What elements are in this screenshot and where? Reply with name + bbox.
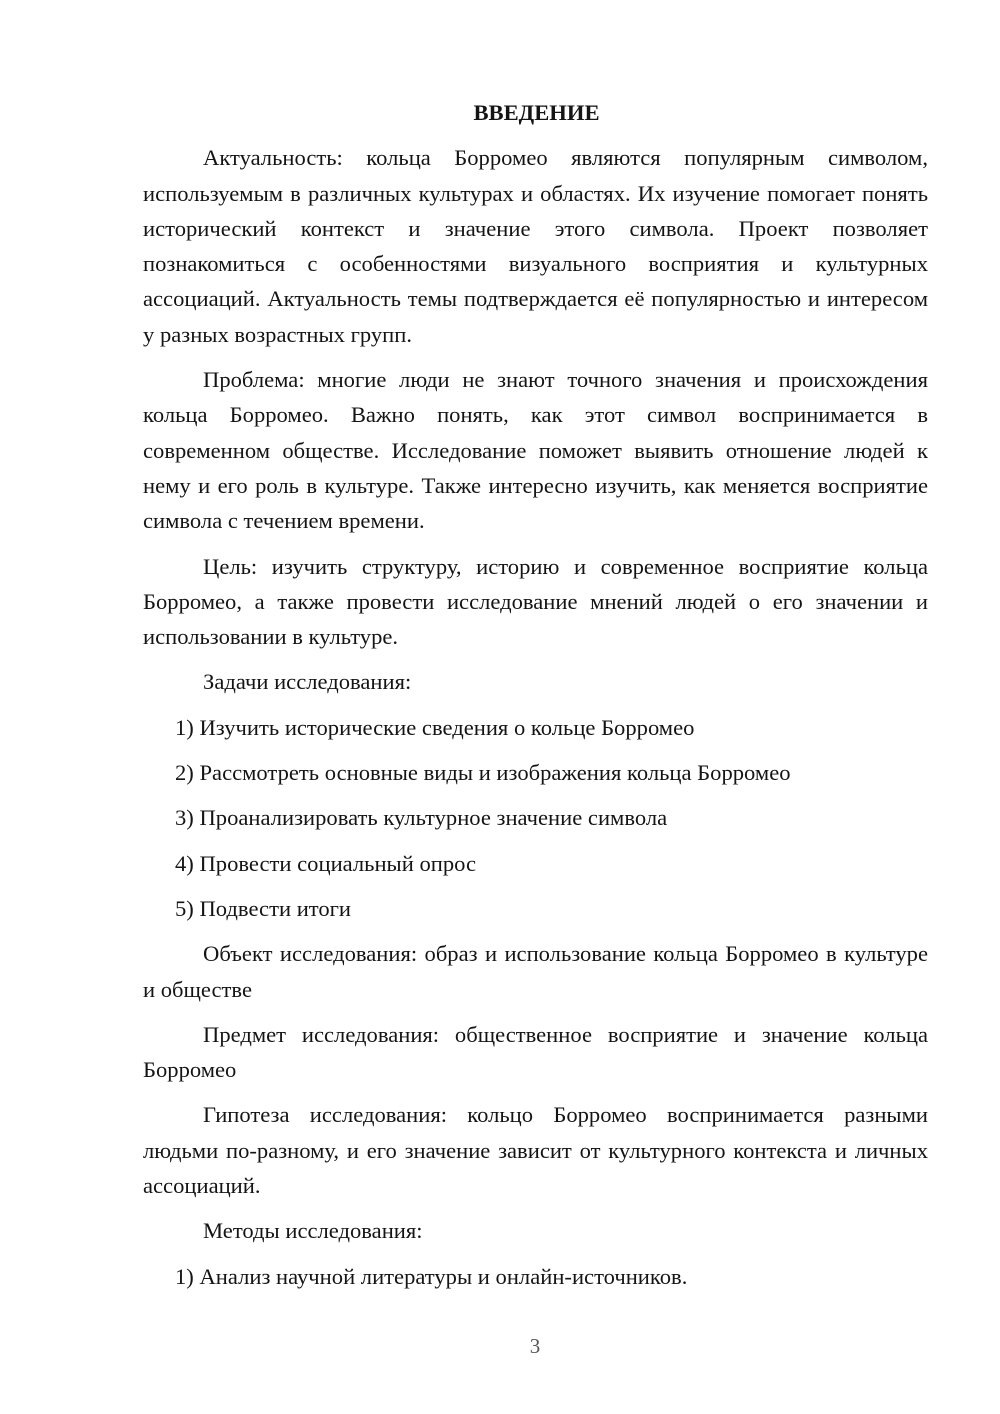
- task-item: 1) Изучить исторические сведения о кольце Борромео: [175, 714, 695, 740]
- methods-title: Методы исследования:: [203, 1218, 423, 1244]
- goal-paragraph: Цель: изучить структуру, историю и современное восприятие кольца Борромео, а также провести исследование мнений людей о его значении и использовании в культуре.: [143, 553, 928, 650]
- task-item: 4) Провести социальный опрос: [175, 850, 477, 876]
- task-item: 5) Подвести итоги: [175, 895, 352, 921]
- task-item: 2) Рассмотреть основные виды и изображения кольца Борромео: [175, 760, 791, 786]
- tasks-title: Задачи исследования:: [203, 669, 412, 695]
- problem-paragraph: Проблема: многие люди не знают точного значения и происхождения кольца Борромео. Важно понять, как этот символ воспринимается в современном обществе. Исследование поможет выявить отношение людей к нему и его роль в культуре. Также интересно изучить, как меняется восприятие символа с течением времени.: [143, 367, 928, 534]
- page-content: [143, 95, 928, 1304]
- method-item: 1) Анализ научной литературы и онлайн-источников.: [175, 1263, 688, 1289]
- tasks-list: [143, 710, 928, 926]
- hypothesis-paragraph: Гипотеза исследования: кольцо Борромео воспринимается разными людьми по-разному, и его значение зависит от культурного контекста и личных ассоциаций.: [143, 1102, 928, 1199]
- task-item: 3) Проанализировать культурное значение символа: [175, 805, 668, 831]
- page-number: 3: [529, 1334, 541, 1358]
- methods-list: [143, 1259, 928, 1294]
- subject-paragraph: Предмет исследования: общественное восприятие и значение кольца Борромео: [143, 1021, 928, 1083]
- section-heading: ВВЕДЕНИЕ: [473, 100, 600, 125]
- relevance-paragraph: Актуальность: кольца Борромео являются популярным символом, используемым в различных культурах и областях. Их изучение помогает понять исторический контекст и значение этого символа. Проект позволяет познакомиться с особенностями визуального восприятия и культурных ассоциаций. Актуальность темы подтверждается её популярностью и интересом у разных возрастных групп.: [143, 145, 928, 347]
- object-paragraph: Объект исследования: образ и использование кольца Борромео в культуре и обществе: [143, 941, 928, 1002]
